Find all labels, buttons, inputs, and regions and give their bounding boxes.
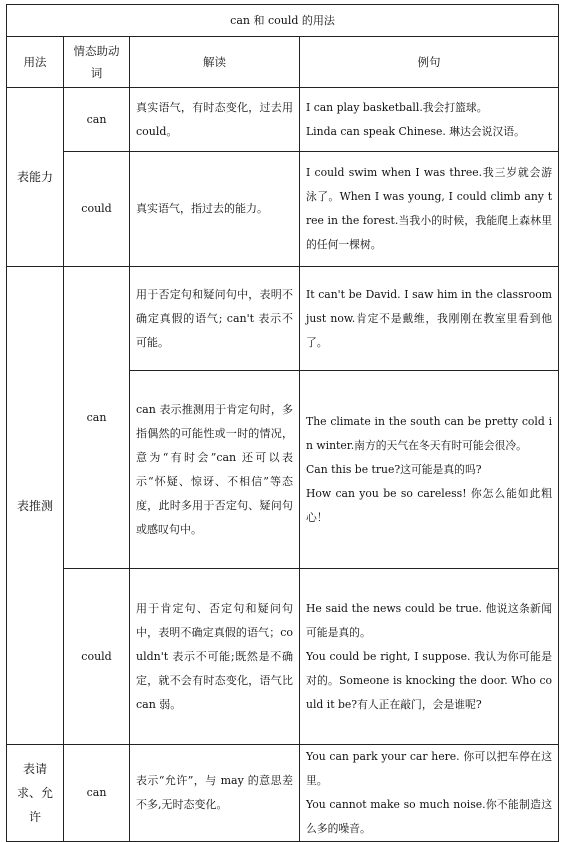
example-cell (300, 152, 559, 267)
table-header-row (7, 37, 559, 88)
modal-cell: could (64, 152, 130, 267)
usage-request-permission: 表请求、允许 (7, 745, 64, 842)
usage-ability: 表能力 (7, 88, 64, 267)
can-could-usage-table (6, 4, 559, 842)
table-row (7, 267, 559, 371)
header-usage: 用法 (7, 37, 64, 88)
example-cell (300, 569, 559, 745)
example-sentence: It can't be David. I saw him in the classroom just now.肯定不是戴维，我刚刚在教室里看到他了。 (306, 287, 553, 349)
header-example: 例句 (300, 37, 559, 88)
modal-cell: can (64, 88, 130, 152)
modal-cell: can (64, 267, 130, 569)
explain-cell: 用于肯定句、否定句和疑问句中，表明不确定真假的语气；couldn't 表示不可能;既然是不确定，就不会有时态变化，语气比 can 弱。 (130, 569, 300, 745)
explain-cell: 真实语气，有时态变化，过去用 could。 (130, 88, 300, 152)
modal-cell: can (64, 745, 130, 842)
example-cell (300, 371, 559, 569)
table-row (7, 569, 559, 745)
example-cell (300, 88, 559, 152)
header-explain: 解读 (130, 37, 300, 88)
example-cell (300, 745, 559, 842)
table-title-row (7, 5, 559, 37)
explain-cell: 真实语气，指过去的能力。 (130, 152, 300, 267)
example-sentence: The climate in the south can be pretty cold in winter.南方的天气在冬天有时可能会很冷。 (306, 414, 553, 452)
example-sentence: Linda can speak Chinese. 琳达会说汉语。 (306, 124, 525, 138)
table-row (7, 88, 559, 152)
modal-cell: could (64, 569, 130, 745)
example-sentence: You can park your car here. 你可以把车停在这里。 (306, 750, 553, 787)
example-sentence: He said the news could be true. 他说这条新闻可能是真的。 (306, 601, 553, 639)
example-sentence: I can play basketball.我会打篮球。 (306, 100, 488, 114)
table-row (7, 152, 559, 267)
example-sentence: You cannot make so much noise.你不能制造这么多的噪音。 (306, 798, 553, 835)
explain-cell: can 表示推测用于肯定句时，多指偶然的可能性或一时的情况，意为“有时会”can 还可以表示“怀疑、惊讶、不相信”等态度，此时多用于否定句、疑问句或感叹句中。 (130, 371, 300, 569)
example-sentence: I could swim when I was three.我三岁就会游泳了。When I was young, I could climb any tree in the forest.当我小的时候，我能爬上森林里的任何一棵树。 (306, 166, 553, 251)
example-sentence: How can you be so careless! 你怎么能如此粗心！ (306, 486, 553, 524)
table-title: can 和 could 的用法 (7, 5, 559, 37)
table-row (7, 745, 559, 842)
usage-speculation: 表推测 (7, 267, 64, 745)
explain-cell: 用于否定句和疑问句中，表明不确定真假的语气; can't 表示不可能。 (130, 267, 300, 371)
example-sentence: Can this be true?这可能是真的吗? (306, 462, 482, 476)
header-modal: 情态助动词 (64, 37, 130, 88)
explain-cell: 表示“允许”，与 may 的意思差不多,无时态变化。 (130, 745, 300, 842)
example-sentence: You could be right, I suppose. 我认为你可能是对的。Someone is knocking the door. Who could it be?有人正在敲门，会是谁呢? (306, 649, 553, 711)
example-cell (300, 267, 559, 371)
